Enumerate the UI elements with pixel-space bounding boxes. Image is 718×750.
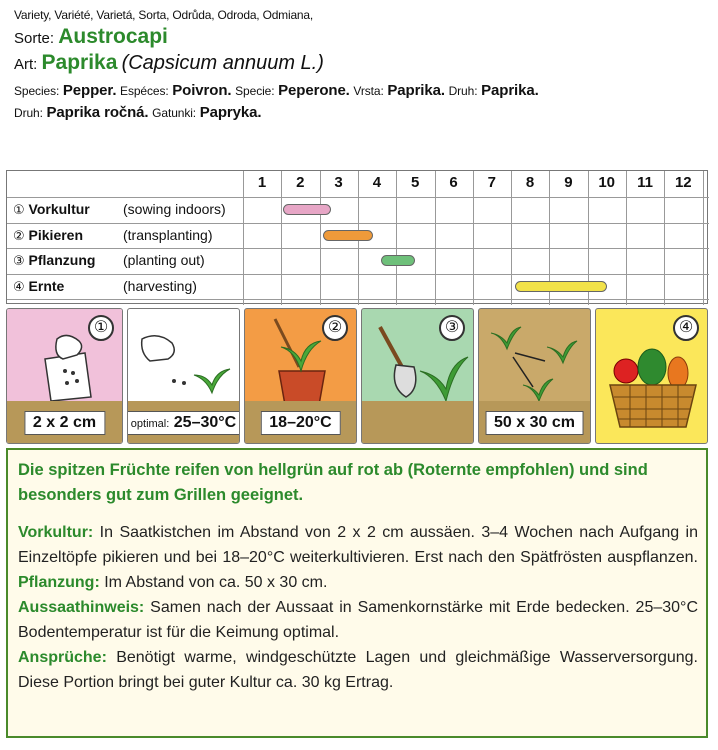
sorte-label: Sorte: — [14, 30, 55, 47]
temperature-caption — [127, 411, 240, 435]
activity-en: (transplanting) — [123, 226, 213, 243]
species-label: Gatunki: — [152, 106, 197, 120]
grid-hline — [7, 223, 709, 224]
soil-strip — [362, 401, 473, 443]
activity-de: Pflanzung — [28, 252, 96, 268]
grid-vline — [243, 171, 244, 305]
panel-germination — [127, 308, 240, 444]
step-number: ④ — [13, 279, 25, 295]
grid-hline — [7, 274, 709, 275]
step-number: ① — [13, 203, 25, 218]
activity-en: (planting out) — [123, 252, 205, 268]
calendar-bar-pikieren — [323, 230, 373, 241]
species-names — [14, 80, 714, 124]
month-number: 6 — [449, 174, 458, 191]
step-3-badge: ③ — [439, 315, 465, 341]
spacing-caption: 50 x 30 cm — [485, 411, 584, 435]
calendar-row-label — [13, 252, 205, 269]
packet-header — [14, 6, 714, 124]
month-number: 2 — [296, 174, 305, 191]
species-line-1 — [14, 80, 714, 102]
calendar-bar-ernte — [515, 281, 607, 292]
activity-de: Ernte — [28, 277, 65, 294]
month-number: 9 — [564, 174, 573, 191]
step-number: ② — [13, 228, 25, 244]
grid-vline — [664, 171, 665, 305]
art-latin-name: (Capsicum annuum L.) — [121, 52, 324, 74]
calendar-row-label — [13, 226, 213, 244]
sowing-calendar — [6, 170, 708, 304]
ansprueche-text: Benötigt warme, windgeschützte Lagen und gleichmäßige Wasserversorgung. Diese Portion bringt bei guter Kultur ca. 30 kg Ertrag. — [18, 649, 698, 691]
spacing-caption: 2 x 2 cm — [24, 411, 105, 435]
species-label: Vrsta: — [353, 84, 384, 98]
grid-vline — [435, 171, 436, 305]
grid-hline — [7, 299, 709, 300]
month-number: 7 — [487, 174, 496, 191]
panel-sowing — [6, 308, 123, 444]
species-label: Druh: — [448, 84, 478, 98]
panel-planting-out — [361, 308, 474, 444]
hand-seedling-icon — [128, 309, 240, 409]
calendar-row-label — [13, 201, 226, 218]
temperature-caption: 18–20°C — [260, 411, 340, 435]
variety-description: Die spitzen Früchte reifen von hellgrün auf rot ab (Roternte empfohlen) und sind besonders gut zum Grillen geeignet. — [18, 461, 648, 504]
pflanzung-text: Im Abstand von ca. 50 x 30 cm. — [99, 574, 328, 591]
vorkultur-label: Vorkultur: — [18, 524, 94, 541]
species-label: Specie: — [235, 84, 275, 98]
aussaat-label: Aussaathinweis: — [18, 599, 145, 616]
calendar-bar-vorkultur — [283, 204, 331, 215]
grid-vline — [281, 171, 282, 305]
month-number: 3 — [334, 174, 343, 191]
step-4-badge: ④ — [673, 315, 699, 341]
panel-spacing — [478, 308, 591, 444]
species-value: Poivron. — [172, 82, 232, 99]
month-number: 4 — [372, 174, 382, 191]
description-box — [6, 448, 708, 738]
species-value: Pepper. — [62, 82, 117, 99]
vorkultur-text: In Saatkistchen im Abstand von 2 x 2 cm aussäen. 3–4 Wochen nach Aufgang in Einzeltöpfe pikieren und bei 18–20°C weiterkultivieren. Erst nach den Spätfrösten auspflanzen. — [18, 524, 698, 566]
calendar-row-label — [13, 277, 197, 295]
caption-value: 25–30°C — [173, 414, 237, 431]
grid-vline — [396, 171, 397, 305]
plant-spacing-icon — [479, 309, 591, 409]
ansprueche-label: Ansprüche: — [18, 649, 107, 666]
grid-vline — [511, 171, 512, 305]
caption-prefix: optimal: — [130, 418, 170, 430]
month-number: 5 — [411, 174, 420, 191]
activity-de: Pikieren — [28, 226, 84, 243]
aussaat-text: Samen nach der Aussaat in Samenkornstärke mit Erde bedecken. 25–30°C Bodentemperatur ist für die Keimung optimal. — [18, 599, 698, 641]
art-label: Art: — [14, 56, 38, 73]
step-number: ③ — [13, 254, 25, 269]
step-1-badge: ① — [88, 315, 114, 341]
step-2-badge: ② — [322, 315, 348, 341]
panel-transplanting — [244, 308, 357, 444]
species-value: Paprika. — [387, 82, 445, 99]
grid-hline — [7, 248, 709, 249]
variety-line: Variety, Variété, Varietá, Sorta, Odrůda, Odroda, Odmiana, — [14, 8, 313, 22]
grid-vline — [703, 171, 704, 305]
grid-vline — [626, 171, 627, 305]
grid-vline — [320, 171, 321, 305]
species-label: Species: — [14, 84, 60, 98]
species-label: Druh: — [14, 106, 43, 120]
sorte-line — [14, 24, 714, 50]
instruction-panels — [6, 308, 708, 444]
art-value: Paprika — [41, 51, 118, 74]
panel-harvest — [595, 308, 708, 444]
pflanzung-label: Pflanzung: — [18, 574, 100, 591]
grid-vline — [473, 171, 474, 305]
sorte-value: Austrocapi — [58, 25, 168, 48]
species-value: Paprika ročná. — [46, 104, 149, 121]
species-label: Espéces: — [120, 84, 169, 98]
species-value: Papryka. — [199, 104, 262, 121]
activity-de: Vorkultur — [28, 201, 90, 217]
activity-en: (harvesting) — [123, 277, 197, 294]
grid-hline — [7, 197, 709, 198]
calendar-bar-pflanzung — [381, 255, 415, 266]
month-number: 8 — [525, 174, 535, 191]
species-value: Paprika. — [481, 82, 539, 99]
cultivation-instructions — [18, 520, 698, 695]
month-number: 10 — [598, 174, 616, 191]
month-number: 11 — [637, 174, 653, 191]
art-line — [14, 50, 714, 76]
month-number: 12 — [674, 174, 692, 191]
month-number: 1 — [257, 174, 267, 191]
activity-en: (sowing indoors) — [123, 201, 226, 217]
species-line-2 — [14, 102, 714, 124]
species-value: Peperone. — [278, 82, 350, 99]
